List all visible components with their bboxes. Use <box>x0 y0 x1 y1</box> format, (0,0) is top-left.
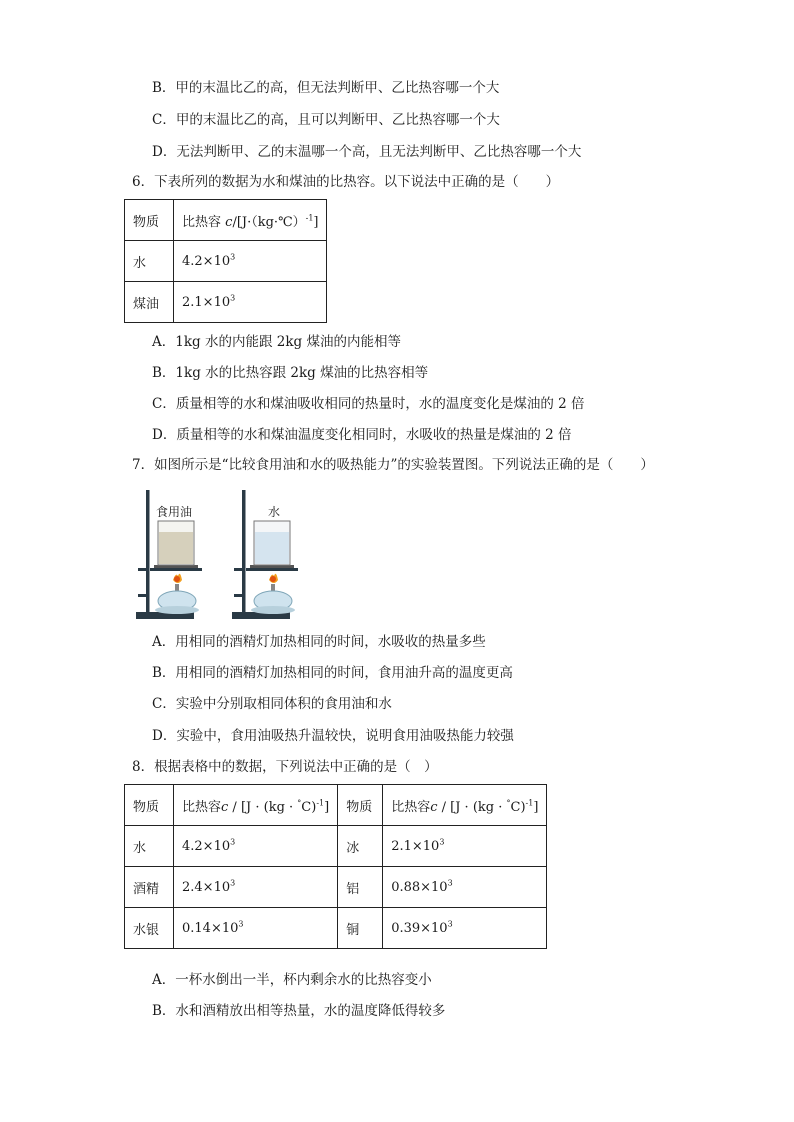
support-ring <box>246 568 298 571</box>
lamp-base <box>251 606 295 614</box>
q8-cell-name: 冰 <box>338 826 383 867</box>
q6-stem: 6．下表所列的数据为水和煤油的比热容。以下说法中正确的是（ ） <box>132 174 560 190</box>
q5-option-d: D．无法判断甲、乙的末温哪一个高，且无法判断甲、乙比热容哪一个大 <box>152 144 582 160</box>
q7-option-d: D．实验中，食用油吸热升温较快，说明食用油吸热能力较强 <box>152 728 514 744</box>
q6-option-a: A．1kg 水的内能跟 2kg 煤油的内能相等 <box>152 334 401 350</box>
q8-header-substance: 物质 <box>125 785 174 826</box>
flame-core <box>174 576 180 582</box>
q8-cell-value: $0.14\times 10^3$ <box>174 908 338 949</box>
q7-stem: 7．如图所示是“比较食用油和水的吸热能力”的实验装置图。下列说法正确的是（ ） <box>132 457 654 473</box>
q7-option-a: A．用相同的酒精灯加热相同的时间，水吸收的热量多些 <box>152 634 486 650</box>
label-water: 水 <box>268 505 281 519</box>
q8-cell-value: $0.88\times 10^3$ <box>383 867 547 908</box>
clamp <box>138 568 148 571</box>
table-row <box>125 908 547 949</box>
table-row <box>125 785 547 826</box>
table-row <box>125 867 547 908</box>
q8-cell-name: 水银 <box>125 908 174 949</box>
q8-cell-name: 水 <box>125 826 174 867</box>
q8-cell-value: $0.39\times 10^3$ <box>383 908 547 949</box>
support-ring <box>150 568 202 571</box>
q6-cell-value: $4.2\times 10^3$ <box>174 241 327 282</box>
q6-cell-value: $2.1\times 10^3$ <box>174 282 327 323</box>
oil-liquid <box>159 532 193 564</box>
q7-option-b: B．用相同的酒精灯加热相同的时间，食用油升高的温度更高 <box>152 665 513 681</box>
clamp <box>234 568 244 571</box>
water-liquid <box>255 532 289 564</box>
table-row <box>125 200 327 241</box>
q5-option-b: B．甲的末温比乙的高，但无法判断甲、乙比热容哪一个大 <box>152 80 500 96</box>
q8-header-heat-capacity: 比热容c / [J · (kg · °C)$^{-1}$] <box>174 785 338 826</box>
q6-cell-name: 水 <box>125 241 174 282</box>
q6-header-heat-capacity: 比热容 c/[J·（kg·℃）$^{-1}$] <box>174 200 327 241</box>
q8-header-heat-capacity-2: 比热容c / [J · (kg · °C)$^{-1}$] <box>383 785 547 826</box>
q6-option-c: C．质量相等的水和煤油吸收相同的热量时，水的温度变化是煤油的 2 倍 <box>152 396 585 412</box>
q8-cell-value: $2.1\times 10^3$ <box>383 826 547 867</box>
water-apparatus <box>232 490 298 619</box>
table-row <box>125 282 327 323</box>
q8-cell-name: 酒精 <box>125 867 174 908</box>
flame-core <box>270 576 276 582</box>
q8-stem: 8．根据表格中的数据，下列说法中正确的是（ ） <box>132 759 438 775</box>
q8-table <box>124 784 547 949</box>
q7-option-c: C．实验中分别取相同体积的食用油和水 <box>152 696 392 712</box>
q7-apparatus-figure <box>128 488 308 622</box>
q8-option-b: B．水和酒精放出相等热量，水的温度降低得较多 <box>152 1003 446 1019</box>
table-row <box>125 241 327 282</box>
q8-header-substance-2: 物质 <box>338 785 383 826</box>
lamp-base <box>155 606 199 614</box>
q8-option-a: A．一杯水倒出一半，杯内剩余水的比热容变小 <box>152 972 432 988</box>
q5-option-c: C．甲的末温比乙的高，且可以判断甲、乙比热容哪一个大 <box>152 112 500 128</box>
label-oil: 食用油 <box>156 505 193 519</box>
clamp <box>138 594 148 597</box>
q6-table <box>124 199 327 323</box>
q8-cell-name: 铝 <box>338 867 383 908</box>
q6-option-b: B．1kg 水的比热容跟 2kg 煤油的比热容相等 <box>152 365 429 381</box>
q6-option-d: D．质量相等的水和煤油温度变化相同时，水吸收的热量是煤油的 2 倍 <box>152 427 572 443</box>
clamp <box>234 594 244 597</box>
q8-cell-value: $4.2\times 10^3$ <box>174 826 338 867</box>
q8-cell-name: 铜 <box>338 908 383 949</box>
q8-cell-value: $2.4\times 10^3$ <box>174 867 338 908</box>
table-row <box>125 826 547 867</box>
q6-header-substance: 物质 <box>125 200 174 241</box>
q6-cell-name: 煤油 <box>125 282 174 323</box>
